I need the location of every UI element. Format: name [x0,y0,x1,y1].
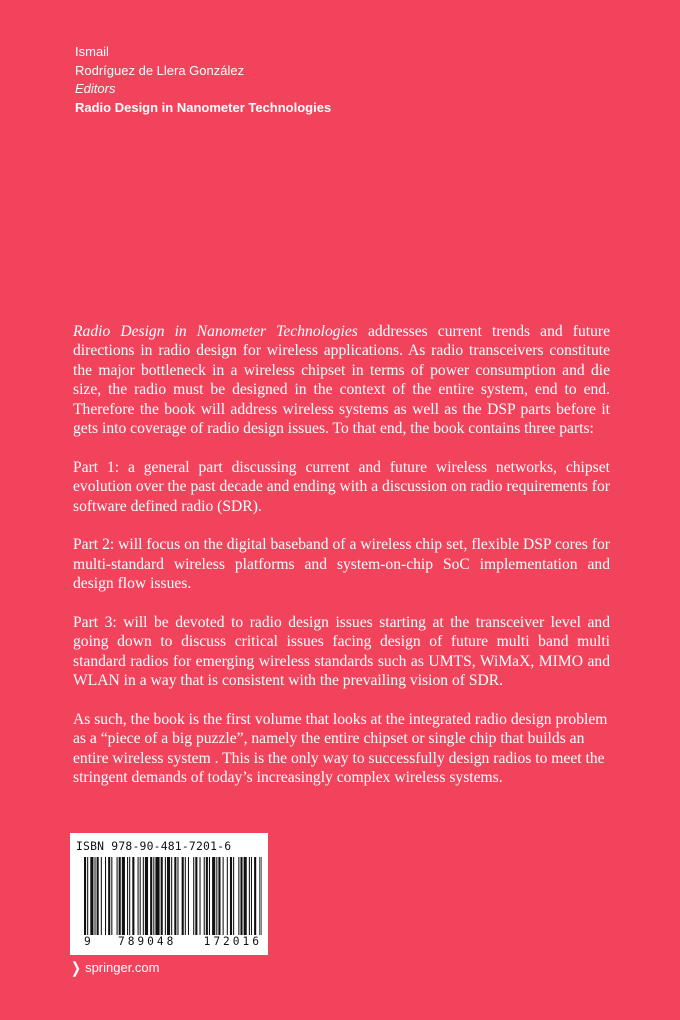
barcode-bar [127,857,128,935]
barcode-bar [145,857,148,935]
editor-header [75,43,331,117]
barcode-bar [138,857,139,935]
blurb-intro-title: Radio Design in Nanometer Technologies [73,323,358,340]
barcode-bar [261,857,262,935]
barcode-bar [95,857,96,935]
blurb-intro [73,322,610,438]
barcode-bar [230,857,232,935]
editor-name-1: Ismail [75,44,109,59]
editor-name-2: Rodríguez de Llera González [75,62,245,78]
barcode-bar [90,857,93,935]
barcode-digits [84,935,262,948]
isbn-barcode [70,833,268,955]
barcode-bar [122,857,125,935]
editors-label: Editors [75,81,116,96]
barcode-bar [101,857,102,935]
barcode-bar [182,857,184,935]
barcode-bar [167,857,170,935]
blurb-part-2: Part 2: will focus on the digital baseband of a wireless chip set, flexible DSP cores for multi-standard wireless platforms and system-on-chip SoC implementation and design flow issues. [73,536,610,593]
barcode-bars [84,857,262,935]
barcode-bar [174,857,176,935]
barcode-bar [251,857,252,935]
barcode-bar [108,857,110,935]
springer-link[interactable] [71,960,159,975]
barcode-bar [254,857,256,935]
blurb-closing: As such, the book is the first volume that looks at the integrated radio design problem as a “piece of a big puzzle”, namely the entire chipset or single chip that builds an entire wireless system . This is the only way to successfully design radios to meet the stringent demands of today’s increasingly complex wireless systems. [73,711,608,787]
barcode-bar [212,857,215,935]
barcode-bar [129,857,130,935]
barcode-bar [223,857,224,935]
barcode-bar [84,857,86,935]
blurb-intro-text: addresses current trends and future directions in radio design for wireless applications. As radio transceivers constitute the major bottleneck in a wireless chipset in terms of power consumption and die size, the radio must be designed in the context of the entire system, end to end. Therefore the book will address wireless systems as well as the DSP parts before it gets into coverage of radio design issues. To that end, the book contains three parts: [73,323,611,438]
barcode-right-group: 172016 [203,935,262,948]
barcode-bar [150,857,152,935]
barcode-bar [97,857,99,935]
barcode-bar [249,857,250,935]
chevron-right-icon: ❯ [71,958,82,977]
barcode-bar [155,857,159,935]
barcode-bar [244,857,247,935]
barcode-bar [259,857,260,935]
back-cover-blurb [73,322,610,807]
barcode-bar [193,857,194,935]
barcode-bar [227,857,228,935]
springer-link-text: springer.com [85,960,160,975]
barcode-bar [177,857,178,935]
blurb-part-1: Part 1: a general part discussing current and future wireless networks, chipset evolution over the past decade and ending with a discussion on radio requirements for software defined radio (SDR). [73,458,610,515]
barcode-bar [117,857,118,935]
barcode-bar [240,857,242,935]
barcode-bar [165,857,166,935]
barcode-bar [238,857,239,935]
barcode-bar [216,857,217,935]
barcode-bar [195,857,197,935]
barcode-bar [119,857,121,935]
barcode-bar [161,857,163,935]
barcode-bar [143,857,144,935]
barcode-bar [111,857,112,935]
isbn-number: ISBN 978-90-481-7201-6 [76,839,232,853]
barcode-left-group: 789048 [117,935,177,948]
barcode-bar [209,857,210,935]
barcode-bar [204,857,205,935]
blurb-part-3: Part 3: will be devoted to radio design issues starting at the transceiver level and going down to discuss critical issues facing design of future multi band multi standard radios for emerging wireless standards such as UMTS, WiMaX, MIMO and WLAN in a way that is consistent with the prevailing vision of SDR. [73,614,610,690]
barcode-bar [105,857,106,935]
barcode-bar [185,857,186,935]
book-title: Radio Design in Nanometer Technologies [75,99,332,115]
barcode-bar [140,857,141,935]
barcode-bar [206,857,208,935]
barcode-bar [233,857,234,935]
barcode-bar [188,857,189,935]
barcode-first-digit: 9 [84,935,91,948]
barcode-bar [87,857,88,935]
barcode-bar [218,857,220,935]
barcode-bar [153,857,154,935]
barcode-bar [171,857,172,935]
barcode-bar [200,857,201,935]
barcode-bar [132,857,134,935]
